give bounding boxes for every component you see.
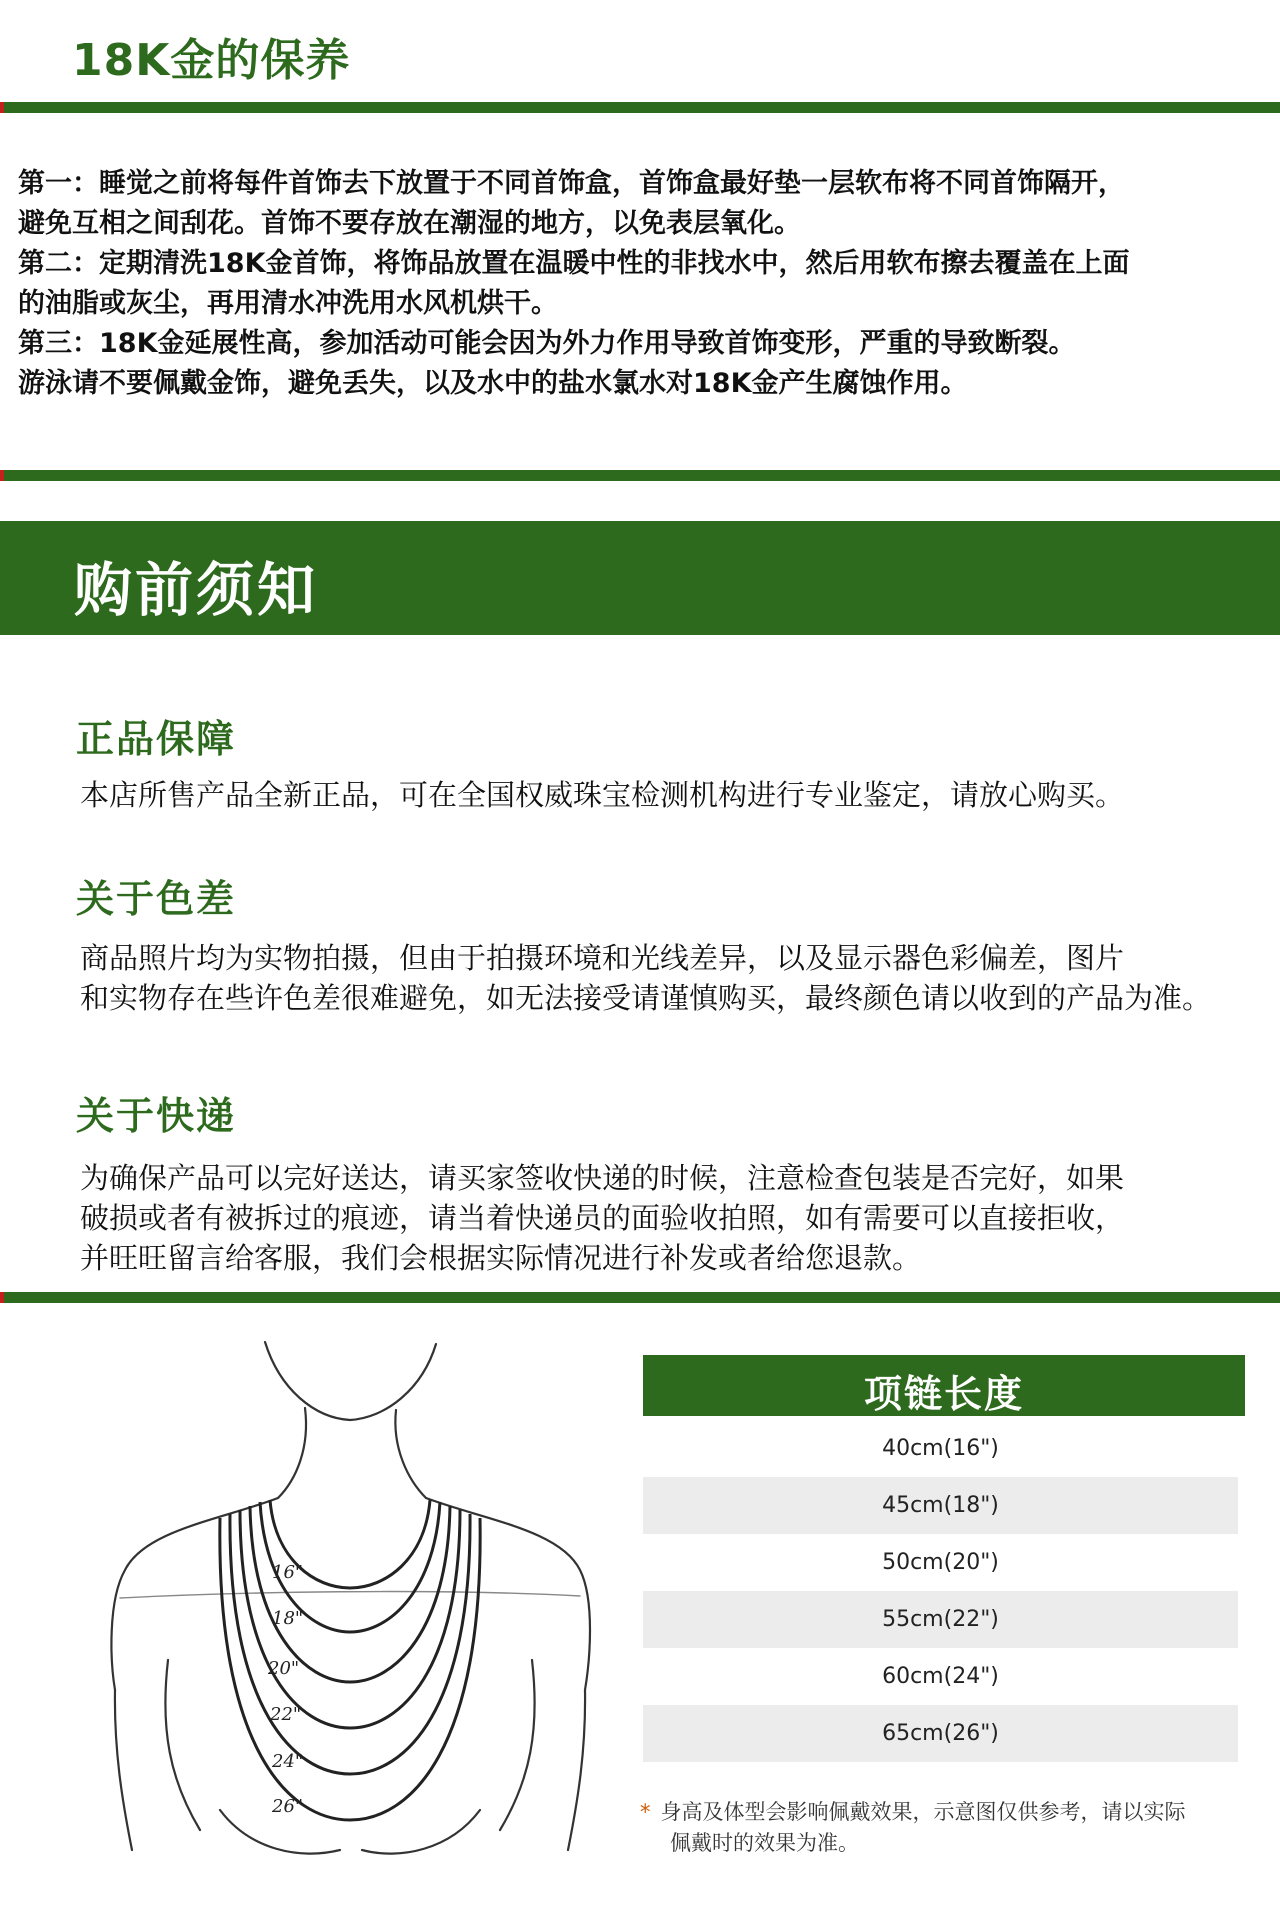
length-row: 55cm(22") [643, 1591, 1238, 1648]
length-row: 45cm(18") [643, 1477, 1238, 1534]
diagram-label: 22" [270, 1704, 302, 1725]
care-line: 避免互相之间刮花。首饰不要存放在潮湿的地方，以免表层氧化。 [18, 208, 801, 239]
length-footnote [640, 1797, 1240, 1859]
section-heading-authentic: 正品保障 [76, 717, 237, 761]
care-line: 第一：睡觉之前将每件首饰去下放置于不同首饰盒，首饰盒最好垫一层软布将不同首饰隔开， [18, 168, 1125, 199]
section-heading-color: 关于色差 [76, 877, 237, 921]
length-row: 65cm(26") [643, 1705, 1238, 1762]
diagram-label: 24" [272, 1751, 304, 1772]
footnote-line: 身高及体型会影响佩戴效果，示意图仅供参考，请以实际 [660, 1800, 1186, 1824]
care-bottom-divider [0, 470, 1280, 481]
care-line: 的油脂或灰尘，再用清水冲洗用水风机烘干。 [18, 288, 558, 319]
care-title: 18K金的保养 [72, 35, 351, 86]
care-line: 游泳请不要佩戴金饰，避免丢失，以及水中的盐水氯水对18K金产生腐蚀作用。 [18, 368, 968, 399]
footnote-line: 佩戴时的效果为准。 [670, 1831, 859, 1855]
length-table-title: 项链长度 [863, 1372, 1024, 1416]
diagram-label: 18" [272, 1608, 304, 1629]
notice-title: 购前须知 [74, 556, 319, 624]
top-divider [0, 102, 1280, 113]
length-row: 50cm(20") [882, 1550, 999, 1575]
section-heading-shipping: 关于快递 [76, 1094, 237, 1138]
care-line: 第二：定期清洗18K金首饰，将饰品放置在温暖中性的非找水中，然后用软布擦去覆盖在上面 [18, 248, 1130, 279]
necklace-length-illustration [100, 1330, 620, 1890]
section-text-color [80, 938, 1270, 1018]
diagram-label: 16" [272, 1562, 304, 1583]
length-table-header [643, 1355, 1245, 1416]
notice-banner [0, 521, 1280, 635]
length-row: 40cm(16") [882, 1436, 999, 1461]
section-line: 并旺旺留言给客服，我们会根据实际情况进行补发或者给您退款。 [80, 1241, 922, 1275]
care-line: 第三：18K金延展性高，参加活动可能会因为外力作用导致首饰变形，严重的导致断裂。 [18, 328, 1076, 359]
care-text [18, 164, 1268, 404]
section-line: 和实物存在些许色差很难避免，如无法接受请谨慎购买，最终颜色请以收到的产品为准。 [80, 981, 1212, 1015]
notice-bottom-divider [0, 1292, 1280, 1303]
section-text-authentic [80, 775, 1270, 815]
footnote-star: * [640, 1800, 651, 1824]
section-line: 商品照片均为实物拍摄，但由于拍摄环境和光线差异，以及显示器色彩偏差，图片 [80, 941, 1125, 975]
section-text-shipping [80, 1158, 1270, 1278]
section-line: 破损或者有被拆过的痕迹，请当着快递员的面验收拍照，如有需要可以直接拒收， [80, 1201, 1125, 1235]
length-row: 60cm(24") [882, 1664, 999, 1689]
length-table [643, 1420, 1238, 1762]
diagram-label: 20" [268, 1658, 300, 1679]
section-line: 本店所售产品全新正品，可在全国权威珠宝检测机构进行专业鉴定，请放心购买。 [80, 778, 1125, 812]
section-line: 为确保产品可以完好送达，请买家签收快递的时候，注意检查包装是否完好，如果 [80, 1161, 1125, 1195]
diagram-label: 26" [272, 1796, 304, 1817]
